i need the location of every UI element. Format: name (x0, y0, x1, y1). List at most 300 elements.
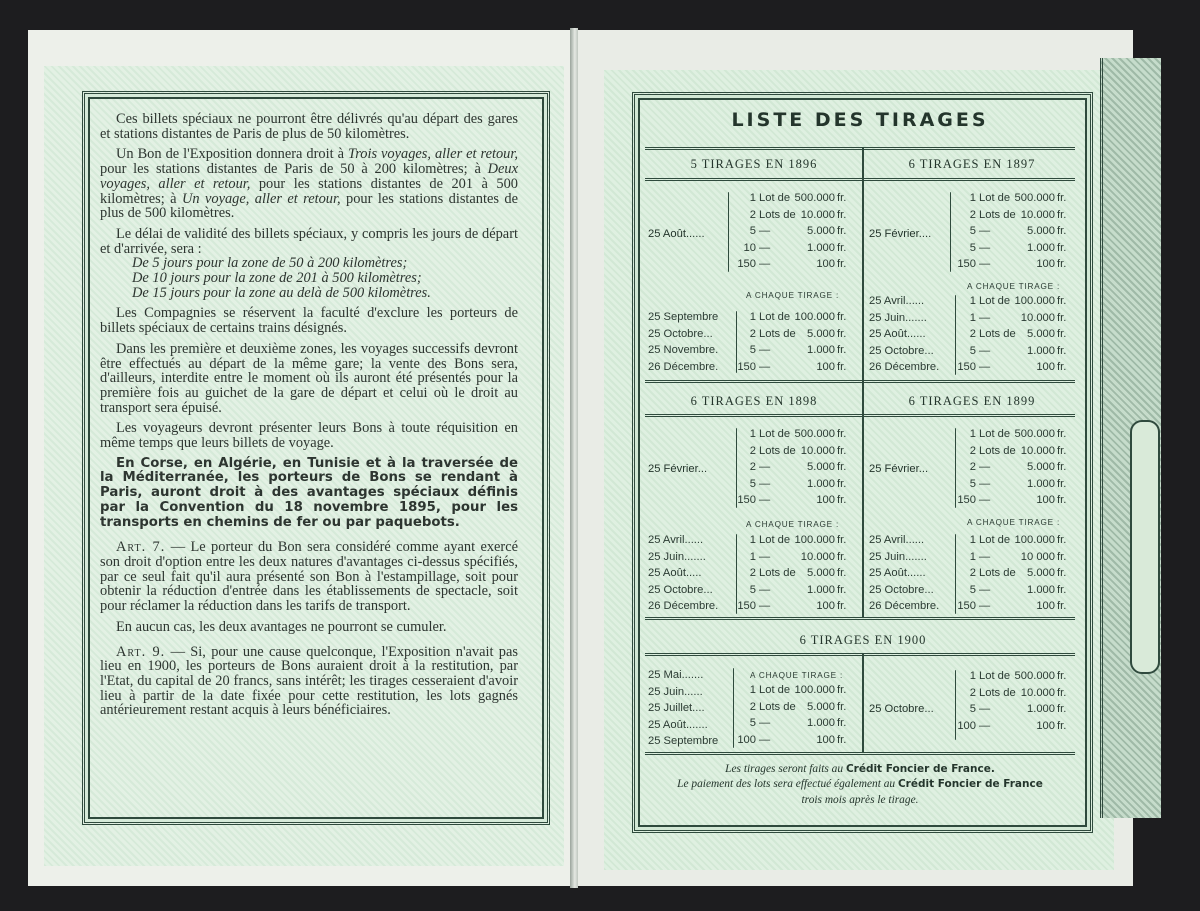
sub-lot-list-1899 (926, 532, 1075, 615)
table-rule (645, 178, 1075, 181)
lot-label: — (979, 258, 991, 271)
lot-row (926, 668, 1075, 685)
lot-label: — (759, 461, 771, 474)
lot-row (706, 682, 855, 699)
lot-row (706, 549, 855, 566)
paragraph-delai: Le délai de validité des billets spéciaux, y compris les jours de départ et d'arrivée, sera : (100, 225, 518, 257)
lot-unit: fr. (837, 600, 847, 613)
lot-row (926, 565, 1075, 582)
lot-amount: 1.000 (1027, 703, 1055, 716)
lot-amount: 5.000 (1027, 461, 1055, 474)
table-divider (862, 148, 864, 380)
lot-count: 2 (969, 567, 976, 580)
text-run: Un Bon de l'Exposition donnera droit à (116, 146, 348, 163)
lot-label: Lot de (979, 534, 1011, 546)
text-run: pour les stations distantes de Paris de 50 à 200 kilomètres; à (100, 161, 488, 178)
lot-amount: 100 (816, 733, 835, 746)
lot-unit: fr. (837, 311, 847, 323)
lot-count: 5 (749, 477, 756, 490)
lot-row (926, 326, 1075, 343)
draw-date: 25 Juin....... (648, 550, 706, 563)
draw-date: 26 Décembre. (869, 600, 940, 613)
a-chaque-tirage-label: A CHAQUE TIRAGE : (967, 518, 1061, 527)
lot-amount: 500.000 (794, 428, 835, 440)
section-header-1896: 5 TIRAGES EN 1896 (690, 157, 818, 171)
section-header-1900: 6 TIRAGES EN 1900 (799, 633, 927, 647)
draw-date: 25 Août....... (648, 718, 708, 731)
lot-row (706, 476, 855, 493)
lot-amount: 1.000 (1027, 477, 1055, 490)
lot-row (706, 492, 855, 509)
lot-count: 5 (969, 344, 976, 357)
lot-amount: 10.000 (800, 550, 835, 563)
lot-label: Lots de (979, 208, 1016, 221)
footer-line-1 (645, 762, 1075, 777)
lot-count: 2 (969, 461, 976, 474)
lot-count: 2 (749, 461, 756, 474)
lot-unit: fr. (1057, 494, 1067, 507)
lot-amount: 10.000 (1020, 444, 1055, 457)
lot-count: 1 (969, 311, 976, 324)
lot-unit: fr. (837, 534, 847, 546)
lot-amount: 100 (816, 360, 835, 373)
lot-row (926, 718, 1075, 735)
lot-unit: fr. (1057, 361, 1067, 374)
draw-date: 25 Avril...... (648, 534, 704, 546)
table-rule-top (645, 147, 1075, 150)
lot-amount: 100.000 (794, 684, 835, 696)
lot-unit: fr. (837, 717, 847, 730)
lot-row (706, 309, 855, 326)
lot-label: — (979, 225, 991, 238)
lot-amount: 10.000 (1020, 208, 1055, 221)
draw-date: 25 Octobre... (869, 583, 934, 596)
lot-unit: fr. (837, 428, 847, 440)
lot-count: 100 (957, 719, 976, 732)
lot-count: 150 (957, 494, 976, 507)
lot-label: Lots de (759, 700, 796, 713)
lot-count: 2 (969, 444, 976, 457)
lot-amount: 500.000 (1014, 670, 1055, 682)
lot-label: — (979, 494, 991, 507)
draw-date: 25 Mai....... (648, 669, 704, 681)
lot-row (926, 685, 1075, 702)
lot-unit: fr. (1057, 344, 1067, 357)
main-draw-date-1896: 25 Août...... (648, 228, 705, 240)
lot-row (706, 207, 855, 224)
main-draw-date-1897: 25 Février.... (869, 228, 932, 240)
lot-count: 2 (749, 700, 756, 713)
draw-date: 25 Août...... (869, 567, 926, 580)
lot-unit: fr. (1057, 295, 1067, 307)
draw-date: 26 Décembre. (648, 600, 719, 613)
lot-row (706, 732, 855, 749)
lot-amount: 1.000 (807, 717, 835, 730)
left-page-text (100, 112, 518, 724)
lot-unit: fr. (837, 567, 847, 580)
lot-amount: 1.000 (1027, 583, 1055, 596)
draw-date: 25 Août...... (869, 328, 926, 341)
lot-row (926, 207, 1075, 224)
lot-count: 2 (749, 567, 756, 580)
table-rule (645, 653, 1075, 656)
lot-label: — (979, 600, 991, 613)
paragraph-billets: Ces billets spéciaux ne pourront être délivrés qu'au départ des gares et stations distantes de Paris de plus de 50 kilomètres. (100, 111, 518, 142)
draw-date: 26 Décembre. (869, 361, 940, 374)
lot-amount: 5.000 (1027, 328, 1055, 341)
lot-label: Lot de (979, 428, 1011, 440)
lot-unit: fr. (1057, 258, 1067, 271)
lot-row (926, 598, 1075, 615)
lot-unit: fr. (837, 733, 847, 746)
lot-amount: 10.000 (1020, 686, 1055, 699)
lot-label: — (759, 258, 771, 271)
lot-row (926, 459, 1075, 476)
lot-row (706, 443, 855, 460)
lot-count: 1 (749, 311, 756, 323)
section-header-1898: 6 TIRAGES EN 1898 (690, 394, 818, 408)
lot-row (926, 701, 1075, 718)
paragraph-art7 (100, 540, 518, 614)
lot-row (706, 342, 855, 359)
lot-label: Lot de (759, 534, 791, 546)
lot-label: Lot de (979, 295, 1011, 307)
paragraph-art9 (100, 645, 518, 719)
lot-count: 5 (749, 344, 756, 357)
lot-unit: fr. (837, 208, 847, 221)
lot-row (926, 549, 1075, 566)
lot-amount: 1.000 (807, 241, 835, 254)
lot-count: 5 (969, 583, 976, 596)
lot-unit: fr. (1057, 192, 1067, 204)
footer-text: Les tirages seront faits au (725, 763, 846, 775)
zone-line-2: De 10 jours pour la zone de 201 à 500 kilomètres; (132, 270, 422, 287)
lot-label: Lot de (979, 192, 1011, 204)
lot-unit: fr. (837, 241, 847, 254)
lot-label: Lots de (979, 444, 1016, 457)
footer-text: Le paiement des lots sera effectué également au (677, 778, 898, 791)
sub-lot-list-1896 (706, 309, 855, 375)
lot-row (706, 582, 855, 599)
a-chaque-tirage-label: A CHAQUE TIRAGE : (746, 520, 840, 529)
text-run: pour les stations distantes de 201 à 500 kilomètres; à (100, 175, 518, 207)
lot-unit: fr. (1057, 477, 1067, 490)
lot-amount: 100 (1036, 719, 1055, 732)
lot-amount: 10 000 (1020, 550, 1055, 563)
lot-row (926, 256, 1075, 273)
paragraph-zones: Dans les première et deuxième zones, les voyages successifs devront être effectués au départ de la même gare; la vente des Bons sera, d'ailleurs, interdite entre le moment où ils auront été présentés pour la première fois au guichet de la gare de départ et celui où le droit au transport sera épuisé. (100, 340, 518, 416)
lot-label: — (979, 344, 991, 357)
lot-label: — (979, 583, 991, 596)
lot-label: Lot de (979, 670, 1011, 682)
lot-amount: 100.000 (1014, 295, 1055, 307)
draw-date: 25 Septembre (648, 735, 719, 748)
lot-list-1897 (926, 190, 1075, 273)
main-draw-date-1899: 25 Février... (869, 463, 929, 475)
lot-count: 5 (749, 583, 756, 596)
article-label: Art. 7. (116, 539, 166, 556)
lot-amount: 1.000 (807, 477, 835, 490)
lot-row (926, 223, 1075, 240)
footer-note (645, 762, 1075, 808)
draw-date: 25 Octobre... (648, 327, 713, 340)
lot-unit: fr. (1057, 241, 1067, 254)
lot-row (706, 598, 855, 615)
lot-count: 2 (969, 686, 976, 699)
lot-list-1899 (926, 426, 1075, 509)
paragraph-cumul: En aucun cas, les deux avantages ne pourront se cumuler. (116, 618, 447, 635)
paragraph-compagnies: Les Compagnies se réservent la faculté d'exclure les porteurs de billets spéciaux de certains trains désignés. (100, 305, 518, 337)
lot-row (926, 190, 1075, 207)
lot-amount: 500.000 (794, 192, 835, 204)
lot-label: — (759, 477, 771, 490)
lot-amount: 10.000 (800, 208, 835, 221)
lot-count: 1 (969, 670, 976, 682)
draw-date: 25 Juin...... (648, 685, 703, 698)
lot-label: — (979, 461, 991, 474)
lot-count: 1 (749, 428, 756, 440)
lot-row (926, 359, 1075, 376)
lot-row (926, 476, 1075, 493)
lot-label: — (979, 361, 991, 374)
lot-label: — (759, 225, 771, 238)
lot-row (706, 240, 855, 257)
lot-row (926, 343, 1075, 360)
draw-date: 25 Novembre. (648, 344, 719, 357)
lot-row (706, 359, 855, 376)
lot-unit: fr. (837, 700, 847, 713)
lot-amount: 1.000 (1027, 344, 1055, 357)
lot-row (926, 240, 1075, 257)
a-chaque-tirage-label: A CHAQUE TIRAGE : (750, 671, 844, 680)
lot-amount: 100.000 (794, 534, 835, 546)
draw-date: 25 Juin....... (869, 550, 927, 563)
table-rule (645, 414, 1075, 417)
lot-count: 150 (737, 494, 756, 507)
lot-count: 1 (749, 534, 756, 546)
lot-row (926, 426, 1075, 443)
lot-count: 1 (969, 428, 976, 440)
lot-amount: 5.000 (807, 327, 835, 340)
lot-row (926, 582, 1075, 599)
lot-label: Lots de (979, 567, 1016, 580)
paragraph-corse-algerie: En Corse, en Algérie, en Tunisie et à la traversée de la Méditerranée, les porteurs de Bons se rendant à Paris, auront droit à des avantages spéciaux définis par la Convention du 18 novembre 1895, pour les transports en chemins de fer ou par paquebots. (100, 455, 518, 530)
lot-count: 5 (969, 477, 976, 490)
lot-unit: fr. (837, 477, 847, 490)
lot-row (926, 443, 1075, 460)
lot-amount: 100 (1036, 494, 1055, 507)
lot-count: 1 (969, 295, 976, 307)
lot-unit: fr. (1057, 670, 1067, 682)
lot-amount: 5.000 (807, 700, 835, 713)
lot-count: 5 (969, 703, 976, 716)
lot-row (706, 426, 855, 443)
lot-unit: fr. (837, 684, 847, 696)
lot-label: Lot de (759, 684, 791, 696)
lot-label: — (979, 550, 991, 563)
lot-unit: fr. (1057, 461, 1067, 474)
lot-unit: fr. (1057, 534, 1067, 546)
lot-row (706, 223, 855, 240)
lot-count: 150 (957, 600, 976, 613)
lot-amount: 500.000 (1014, 192, 1055, 204)
lot-unit: fr. (1057, 444, 1067, 457)
lot-amount: 100 (816, 258, 835, 271)
lot-row (926, 532, 1075, 549)
draw-date: 25 Septembre (648, 311, 719, 323)
lot-count: 150 (737, 360, 756, 373)
draw-date: 25 Avril...... (869, 534, 925, 546)
lot-unit: fr. (837, 327, 847, 340)
lot-unit: fr. (1057, 703, 1067, 716)
article-text: — Le porteur du Bon sera considéré comme ayant exercé son droit d'option entre les deux natures d'avantages ci-dessus spécifiés, par ce seul fait qu'il aura présenté son Bon à l'estampillage, soit pour obtenir la réduction d'entrée dans les établissements de spectacle, soit pour réclamer la réduction dans les tarifs de transport. (100, 539, 518, 615)
main-draw-date-1900: 25 Octobre... (869, 703, 934, 715)
lot-row (706, 256, 855, 273)
lot-label: — (759, 494, 771, 507)
lot-row (706, 326, 855, 343)
lot-label: Lots de (979, 328, 1016, 341)
lot-label: Lot de (759, 428, 791, 440)
lot-amount: 100.000 (794, 311, 835, 323)
lot-label: — (759, 360, 771, 373)
article-label: Art. 9. (116, 643, 166, 660)
lot-count: 5 (969, 225, 976, 238)
lot-amount: 1.000 (807, 583, 835, 596)
lot-row (706, 532, 855, 549)
lot-count: 150 (737, 258, 756, 271)
footer-bank-name: Crédit Foncier de France. (845, 763, 995, 775)
table-divider (862, 654, 864, 752)
lot-count: 2 (969, 208, 976, 221)
lot-unit: fr. (1057, 311, 1067, 324)
lot-amount: 100.000 (1014, 534, 1055, 546)
lot-count: 5 (749, 717, 756, 730)
lot-label: — (759, 733, 771, 746)
lot-unit: fr. (837, 461, 847, 474)
lot-label: — (759, 550, 771, 563)
section-header-1899: 6 TIRAGES EN 1899 (908, 394, 1036, 408)
lot-label: — (979, 703, 991, 716)
lot-amount: 5.000 (1027, 567, 1055, 580)
text-run-italic: Deux voyages, aller et retour, (100, 161, 518, 192)
lot-unit: fr. (837, 225, 847, 238)
lot-label: — (979, 311, 991, 324)
lot-label: — (759, 344, 771, 357)
lot-unit: fr. (1057, 600, 1067, 613)
lot-label: — (759, 717, 771, 730)
lot-amount: 100 (816, 600, 835, 613)
lot-unit: fr. (1057, 208, 1067, 221)
lot-row (706, 565, 855, 582)
lot-count: 100 (737, 733, 756, 746)
lot-label: Lot de (759, 192, 791, 204)
lot-count: 2 (749, 208, 756, 221)
lot-label: — (759, 241, 771, 254)
lot-count: 150 (957, 258, 976, 271)
lot-unit: fr. (837, 344, 847, 357)
footer-line-2 (645, 777, 1075, 792)
lot-unit: fr. (837, 360, 847, 373)
draw-date: 25 Octobre... (869, 344, 934, 357)
section-header-1897: 6 TIRAGES EN 1897 (908, 157, 1036, 171)
table-rule (645, 617, 1075, 620)
lot-row (706, 699, 855, 716)
draw-date: 25 Août..... (648, 567, 702, 580)
table-rule-bottom (645, 752, 1075, 755)
lot-label: — (979, 719, 991, 732)
book-gutter (570, 28, 578, 888)
lot-amount: 5.000 (807, 567, 835, 580)
lot-count: 2 (969, 328, 976, 341)
lot-label: Lots de (759, 444, 796, 457)
lot-amount: 1.000 (807, 344, 835, 357)
table-divider (862, 381, 864, 617)
text-run: pour les stations distantes de plus de 500 kilomètres. (100, 190, 518, 222)
draw-date: 25 Juin....... (869, 311, 927, 324)
sub-lot-list-1898 (706, 532, 855, 615)
lot-count: 1 (969, 192, 976, 204)
lot-unit: fr. (837, 550, 847, 563)
lot-unit: fr. (1057, 225, 1067, 238)
lot-row (706, 190, 855, 207)
lot-row (926, 492, 1075, 509)
lot-amount: 100 (1036, 258, 1055, 271)
lot-label: — (979, 477, 991, 490)
lot-amount: 100 (1036, 600, 1055, 613)
paragraph-bon-voyages (100, 147, 518, 221)
lot-label: — (979, 241, 991, 254)
main-draw-date-1898: 25 Février... (648, 463, 708, 475)
zone-line-1: De 5 jours pour la zone de 50 à 200 kilomètres; (132, 255, 408, 272)
lot-count: 2 (749, 327, 756, 340)
lot-amount: 10.000 (1020, 311, 1055, 324)
lot-list-1898 (706, 426, 855, 509)
lot-amount: 100 (1036, 361, 1055, 374)
page-title: LISTE DES TIRAGES (731, 109, 989, 131)
lot-list-1896 (706, 190, 855, 273)
lot-count: 10 (743, 241, 756, 254)
lot-label: Lot de (759, 311, 791, 323)
lot-amount: 5.000 (1027, 225, 1055, 238)
lot-count: 150 (957, 361, 976, 374)
zone-line-3: De 15 jours pour la zone au delà de 500 kilomètres. (132, 284, 431, 301)
lot-unit: fr. (1057, 686, 1067, 699)
lot-unit: fr. (1057, 583, 1067, 596)
article-text: — Si, pour une cause quelconque, l'Exposition n'avait pas lieu en 1900, les porteurs de Bons auraient droit à la restitution, par l'Etat, du capital de 20 francs, sans intérêt; les tirages cesseraient d'avoir lieu à partir de la date fixée pour cette restitution, les lots gagnés antérieurement restant acquis à leurs bénéficiaires. (100, 643, 518, 719)
lot-unit: fr. (1057, 428, 1067, 440)
text-run-italic: Trois voyages, aller et retour, (347, 146, 518, 163)
lot-amount: 5.000 (807, 225, 835, 238)
lot-row (706, 715, 855, 732)
lot-label: Lots de (759, 208, 796, 221)
lot-label: Lots de (759, 327, 796, 340)
paragraph-presenter: Les voyageurs devront présenter leurs Bons à toute réquisition en même temps que leurs billets de voyage. (100, 420, 518, 452)
footer-bank-name: Crédit Foncier de France (897, 778, 1043, 791)
lot-count: 2 (749, 444, 756, 457)
lot-amount: 100 (816, 494, 835, 507)
lot-count: 5 (969, 241, 976, 254)
lot-unit: fr. (1057, 567, 1067, 580)
lot-unit: fr. (837, 192, 847, 204)
lot-unit: fr. (837, 494, 847, 507)
table-rule (645, 380, 1075, 383)
lot-row (706, 459, 855, 476)
lot-count: 1 (969, 550, 976, 563)
draw-date: 25 Juillet.... (648, 702, 705, 715)
lot-list-1900 (926, 668, 1075, 734)
lot-count: 5 (749, 225, 756, 238)
lot-unit: fr. (1057, 719, 1067, 732)
